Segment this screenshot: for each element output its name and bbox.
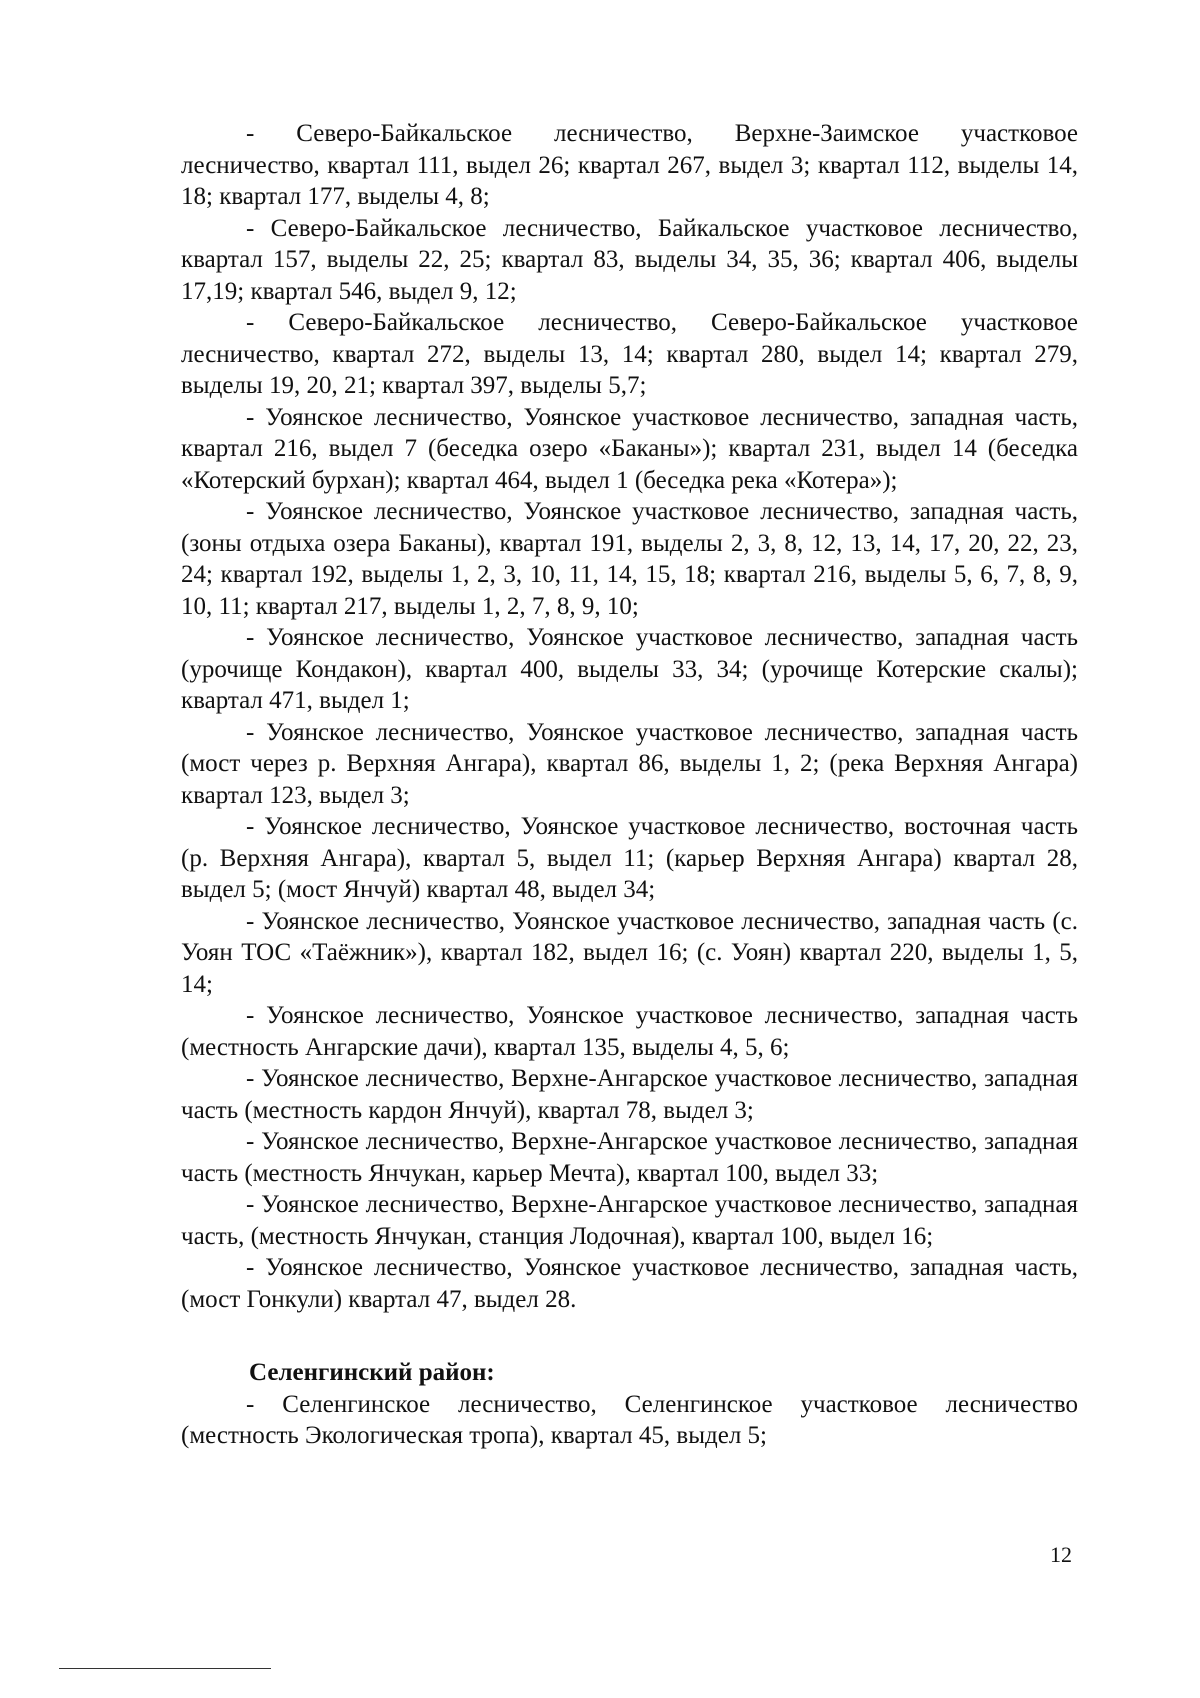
paragraph: - Уоянское лесничество, Верхне-Ангарское участковое лесничество, западная часть, (местность Янчукан, станция Лодочная), квартал 100, выдел 16;: [181, 1191, 1078, 1250]
paragraph: - Северо-Байкальское лесничество, Байкальское участковое лесничество, квартал 157, выделы 22, 25; квартал 83, выделы 34, 35, 36; квартал 406, выделы 17,19; квартал 546, выдел 9, 12;: [181, 214, 1078, 305]
section-heading: Селенгинский район:: [249, 1359, 495, 1386]
paragraph: - Уоянское лесничество, Уоянское участковое лесничество, западная часть (с. Уоян ТОС «Таёжник»), квартал 182, выдел 16; (с. Уоян) квартал 220, выделы 1, 5, 14;: [181, 907, 1078, 998]
page-number: 12: [1050, 1542, 1072, 1567]
paragraph: - Уоянское лесничество, Уоянское участковое лесничество, западная часть, (мост Гонкули) квартал 47, выдел 28.: [181, 1254, 1078, 1313]
paragraph: - Уоянское лесничество, Уоянское участковое лесничество, западная часть, (зоны отдыха озера Баканы), квартал 191, выделы 2, 3, 8, 12, 13, 14, 17, 20, 22, 23, 24; квартал 192, выделы 1, 2, 3, 10, 11, 14, 15, 18; квартал 216, выделы 5, 6, 7, 8, 9, 10, 11; квартал 217, выделы 1, 2, 7, 8, 9, 10;: [181, 498, 1078, 620]
paragraph: - Уоянское лесничество, Уоянское участковое лесничество, западная часть (мост через р. Верхняя Ангара), квартал 86, выделы 1, 2; (река Верхняя Ангара) квартал 123, выдел 3;: [181, 718, 1078, 809]
footer-rule: [59, 1668, 271, 1669]
paragraph: - Уоянское лесничество, Уоянское участковое лесничество, восточная часть (р. Верхняя Ангара), квартал 5, выдел 11; (карьер Верхняя Ангара) квартал 28, выдел 5; (мост Янчуй) квартал 48, выдел 34;: [181, 813, 1078, 903]
paragraph: - Селенгинское лесничество, Селенгинское участковое лесничество (местность Экологическая тропа), квартал 45, выдел 5;: [181, 1390, 1078, 1449]
paragraph: - Северо-Байкальское лесничество, Северо-Байкальское участковое лесничество, квартал 272, выделы 13, 14; квартал 280, выдел 14; квартал 279, выделы 19, 20, 21; квартал 397, выделы 5,7;: [181, 309, 1078, 399]
paragraph: - Уоянское лесничество, Уоянское участковое лесничество, западная часть, квартал 216, выдел 7 (беседка озеро «Баканы»); квартал 231, выдел 14 (беседка «Котерский бурхан); квартал 464, выдел 1 (беседка река «Котера»);: [181, 403, 1078, 494]
paragraph: - Уоянское лесничество, Верхне-Ангарское участковое лесничество, западная часть (местность Янчукан, карьер Мечта), квартал 100, выдел 33;: [181, 1128, 1078, 1187]
paragraph: - Уоянское лесничество, Верхне-Ангарское участковое лесничество, западная часть (местность кардон Янчуй), квартал 78, выдел 3;: [181, 1065, 1078, 1124]
paragraph: - Уоянское лесничество, Уоянское участковое лесничество, западная часть (урочище Кондакон), квартал 400, выделы 33, 34; (урочище Котерские скалы); квартал 471, выдел 1;: [181, 624, 1078, 714]
paragraph: - Северо-Байкальское лесничество, Верхне-Заимское участковое лесничество, квартал 111, выдел 26; квартал 267, выдел 3; квартал 112, выделы 14, 18; квартал 177, выделы 4, 8;: [181, 120, 1078, 210]
paragraph: - Уоянское лесничество, Уоянское участковое лесничество, западная часть (местность Ангарские дачи), квартал 135, выделы 4, 5, 6;: [181, 1002, 1078, 1061]
document-page: [181, 118, 1078, 1452]
